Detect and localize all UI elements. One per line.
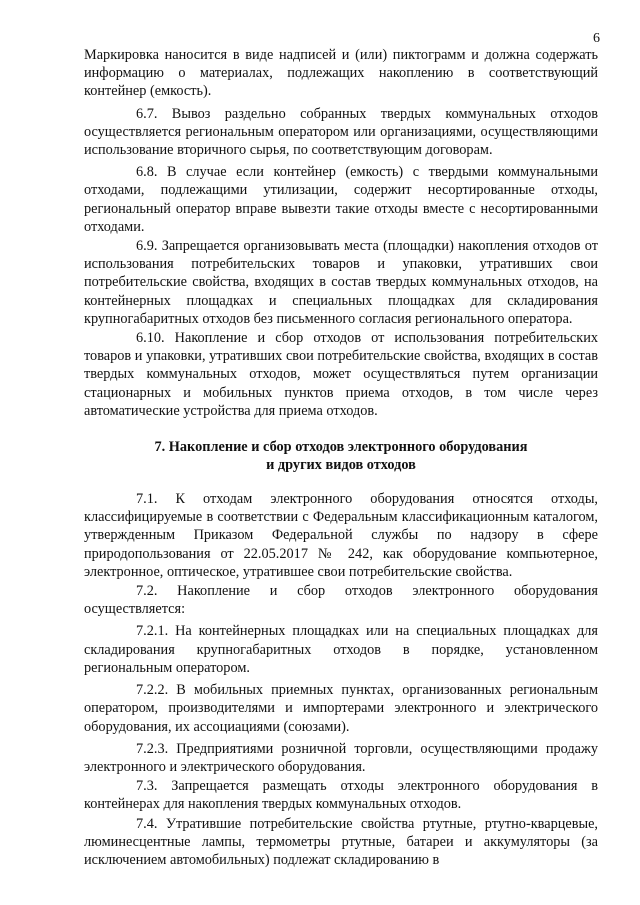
section-title-line-2: и других видов отходов xyxy=(266,457,416,474)
paragraph-6-7: 6.7. Вывоз раздельно собранных твердых коммунальных отходов осуществляется региональным оператором или организациями, осуществляющими использование вторичного сырья, по соответствующим договорам. xyxy=(84,105,598,159)
section-7-title xyxy=(84,438,598,474)
paragraph-7-2: 7.2. Накопление и сбор отходов электронного оборудования осуществляется: xyxy=(84,583,598,618)
paragraph-7-4: 7.4. Утратившие потребительские свойства ртутные, ртутно-кварцевые, люминесцентные лампы, термометры ртутные, батареи и аккумуляторы (за исключением автомобильных) подлежат складированию в xyxy=(84,815,598,868)
paragraph-7-2-2: 7.2.2. В мобильных приемных пунктах, организованных региональным оператором, производителями и импортерами электронного и электрического оборудования, их ассоциациями (союзами). xyxy=(84,682,598,735)
paragraph-7-2-3: 7.2.3. Предприятиями розничной торговли, осуществляющими продажу электронного и электрического оборудования. xyxy=(84,740,598,775)
paragraph-6-10: 6.10. Накопление и сбор отходов от использования потребительских товаров и упаковки, утративших свои потребительские свойства, входящих в состав твердых коммунальных отходов, может осуществляться путем организации стационарных и мобильных пунктов приема отходов, в том числе через автоматические устройства для приема отходов. xyxy=(84,330,598,419)
page-number: 6 xyxy=(593,31,600,46)
section-title-line-1: 7. Накопление и сбор отходов электронного оборудования xyxy=(154,439,528,456)
paragraph-marking: Маркировка наносится в виде надписей и (или) пиктограмм и должна содержать информацию о материалах, подлежащих накоплению в соответствующий контейнер (емкость). xyxy=(84,47,598,100)
paragraph-7-2-1: 7.2.1. На контейнерных площадках или на специальных площадках для складирования крупногабаритных отходов в порядке, установленном региональным оператором. xyxy=(84,623,598,676)
paragraph-7-3: 7.3. Запрещается размещать отходы электронного оборудования в контейнерах для накопления твердых коммунальных отходов. xyxy=(84,778,598,813)
paragraph-6-8: 6.8. В случае если контейнер (емкость) с твердыми коммунальными отходами, подлежащими утилизации, содержит несортированные отходы, региональный оператор вправе вывезти такие отходы вместе с несортированными отходами. xyxy=(84,164,598,235)
paragraph-6-9: 6.9. Запрещается организовывать места (площадки) накопления отходов от использования потребительских товаров и упаковки, утративших свои потребительские свойства, входящих в состав твердых коммунальных отходов, на контейнерных площадках и специальных площадках для складирования крупногабаритных отходов без письменного согласия регионального оператора. xyxy=(84,238,598,327)
paragraph-7-1: 7.1. К отходам электронного оборудования относятся отходы, классифицируемые в соответствии с Федеральным классификационным каталогом, утвержденным Приказом Федеральной службы по надзору в сфере природопользования от 22.05.2017 № 242, как оборудование компьютерное, электронное, оптическое, утратившее свои потребительские свойства. xyxy=(84,491,598,580)
